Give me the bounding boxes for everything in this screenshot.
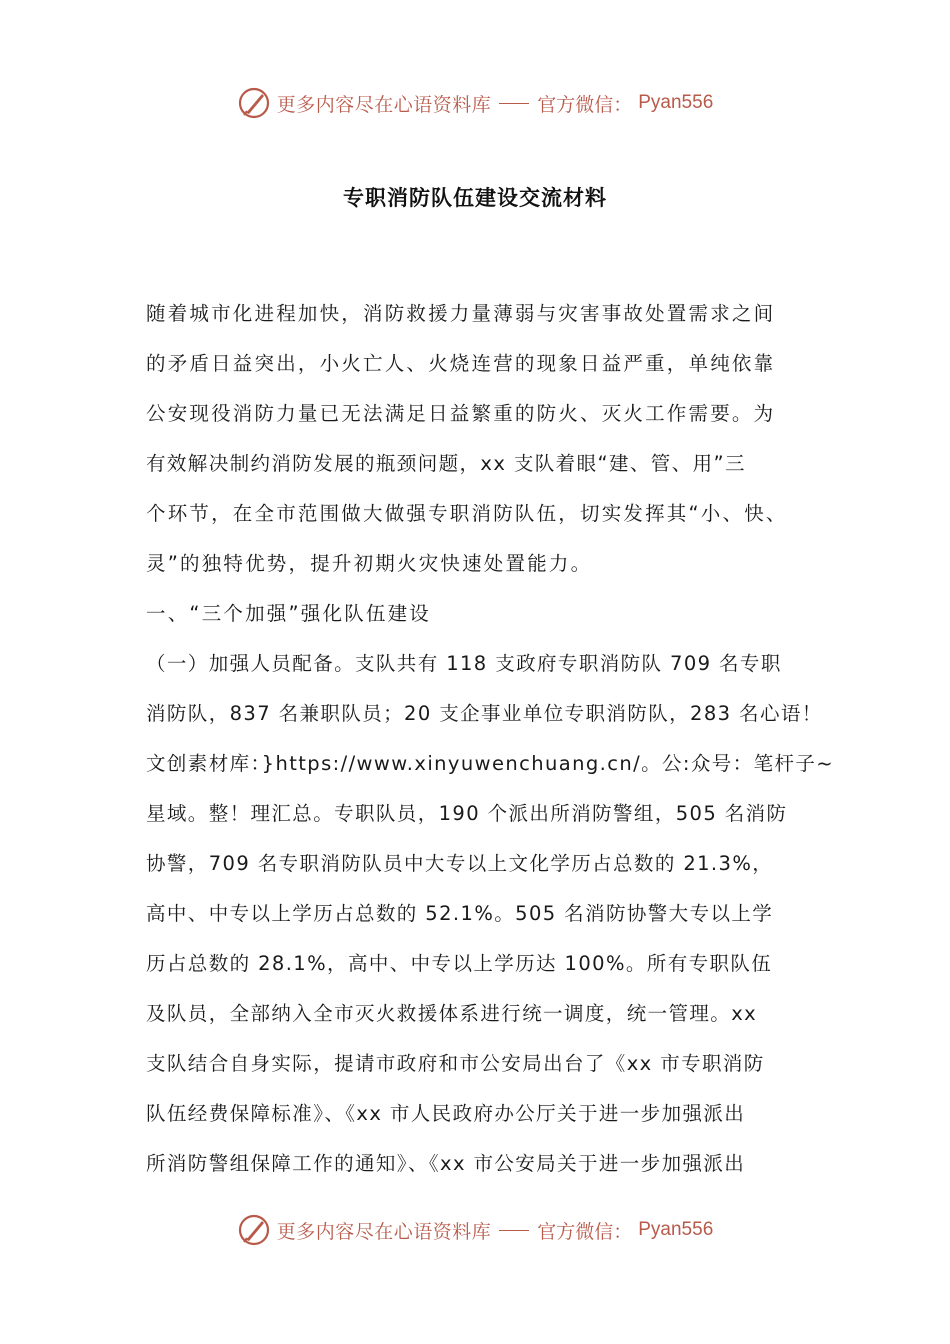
text-line: 个环节，在全市范围做大做强专职消防队伍，切实发挥其“小、快、 bbox=[146, 502, 788, 525]
banner-subtitle: 官方微信： bbox=[537, 1220, 633, 1243]
quill-logo-icon bbox=[237, 1213, 271, 1247]
document-title: 专职消防队伍建设交流材料 bbox=[343, 186, 607, 210]
banner-subtitle: 官方微信： bbox=[537, 93, 633, 116]
banner-divider bbox=[499, 1230, 529, 1231]
header-banner bbox=[0, 83, 950, 123]
document-body bbox=[146, 289, 835, 1189]
text-line: 有效解决制约消防发展的瓶颈问题，xx 支队着眼“建、管、用”三 bbox=[146, 452, 746, 475]
banner-divider bbox=[499, 103, 529, 104]
text-line: 灵”的独特优势，提升初期火灾快速处置能力。 bbox=[146, 552, 593, 575]
text-line: 文创素材库：}https://www.xinyuwenchuang.cn/。公:众号：笔杆子~ bbox=[146, 752, 835, 775]
text-line: 的矛盾日益突出，小火亡人、火烧连营的现象日益严重，单纯依靠 bbox=[146, 352, 776, 375]
text-line: 高中、中专以上学历占总数的 52.1%。505 名消防协警大专以上学 bbox=[146, 902, 774, 925]
text-line: 协警，709 名专职消防队员中大专以上文化学历占总数的 21.3%， bbox=[146, 852, 774, 875]
banner-wechat-id: Pyan556 bbox=[638, 1219, 714, 1240]
text-line: 历占总数的 28.1%，高中、中专以上学历达 100%。所有专职队伍 bbox=[146, 952, 773, 975]
text-line: 公安现役消防力量已无法满足日益繁重的防火、灭火工作需要。为 bbox=[146, 402, 776, 425]
banner-wechat-id: Pyan556 bbox=[638, 92, 714, 113]
banner-text: 更多内容尽在心语资料库 bbox=[276, 1220, 492, 1243]
section-heading: 一、“三个加强”强化队伍建设 bbox=[146, 602, 432, 625]
quill-logo-icon bbox=[237, 86, 271, 120]
text-line: 星域。整！理汇总。专职队员，190 个派出所消防警组，505 名消防 bbox=[146, 802, 788, 825]
banner-text: 更多内容尽在心语资料库 bbox=[276, 93, 492, 116]
text-line: 支队结合自身实际，提请市政府和市公安局出台了《xx 市专职消防 bbox=[146, 1052, 765, 1075]
text-line: 随着城市化进程加快，消防救援力量薄弱与灾害事故处置需求之间 bbox=[146, 302, 776, 325]
text-line: 所消防警组保障工作的通知》、《xx 市公安局关于进一步加强派出 bbox=[146, 1152, 746, 1175]
text-line: 及队员，全部纳入全市灭火救援体系进行统一调度，统一管理。xx bbox=[146, 1002, 758, 1025]
text-line: 队伍经费保障标准》、《xx 市人民政府办公厅关于进一步加强派出 bbox=[146, 1102, 746, 1125]
footer-banner bbox=[0, 1210, 950, 1250]
text-line: （一）加强人员配备。支队共有 118 支政府专职消防队 709 名专职 bbox=[146, 652, 782, 675]
text-line: 消防队，837 名兼职队员；20 支企事业单位专职消防队，283 名心语！ bbox=[146, 702, 823, 725]
